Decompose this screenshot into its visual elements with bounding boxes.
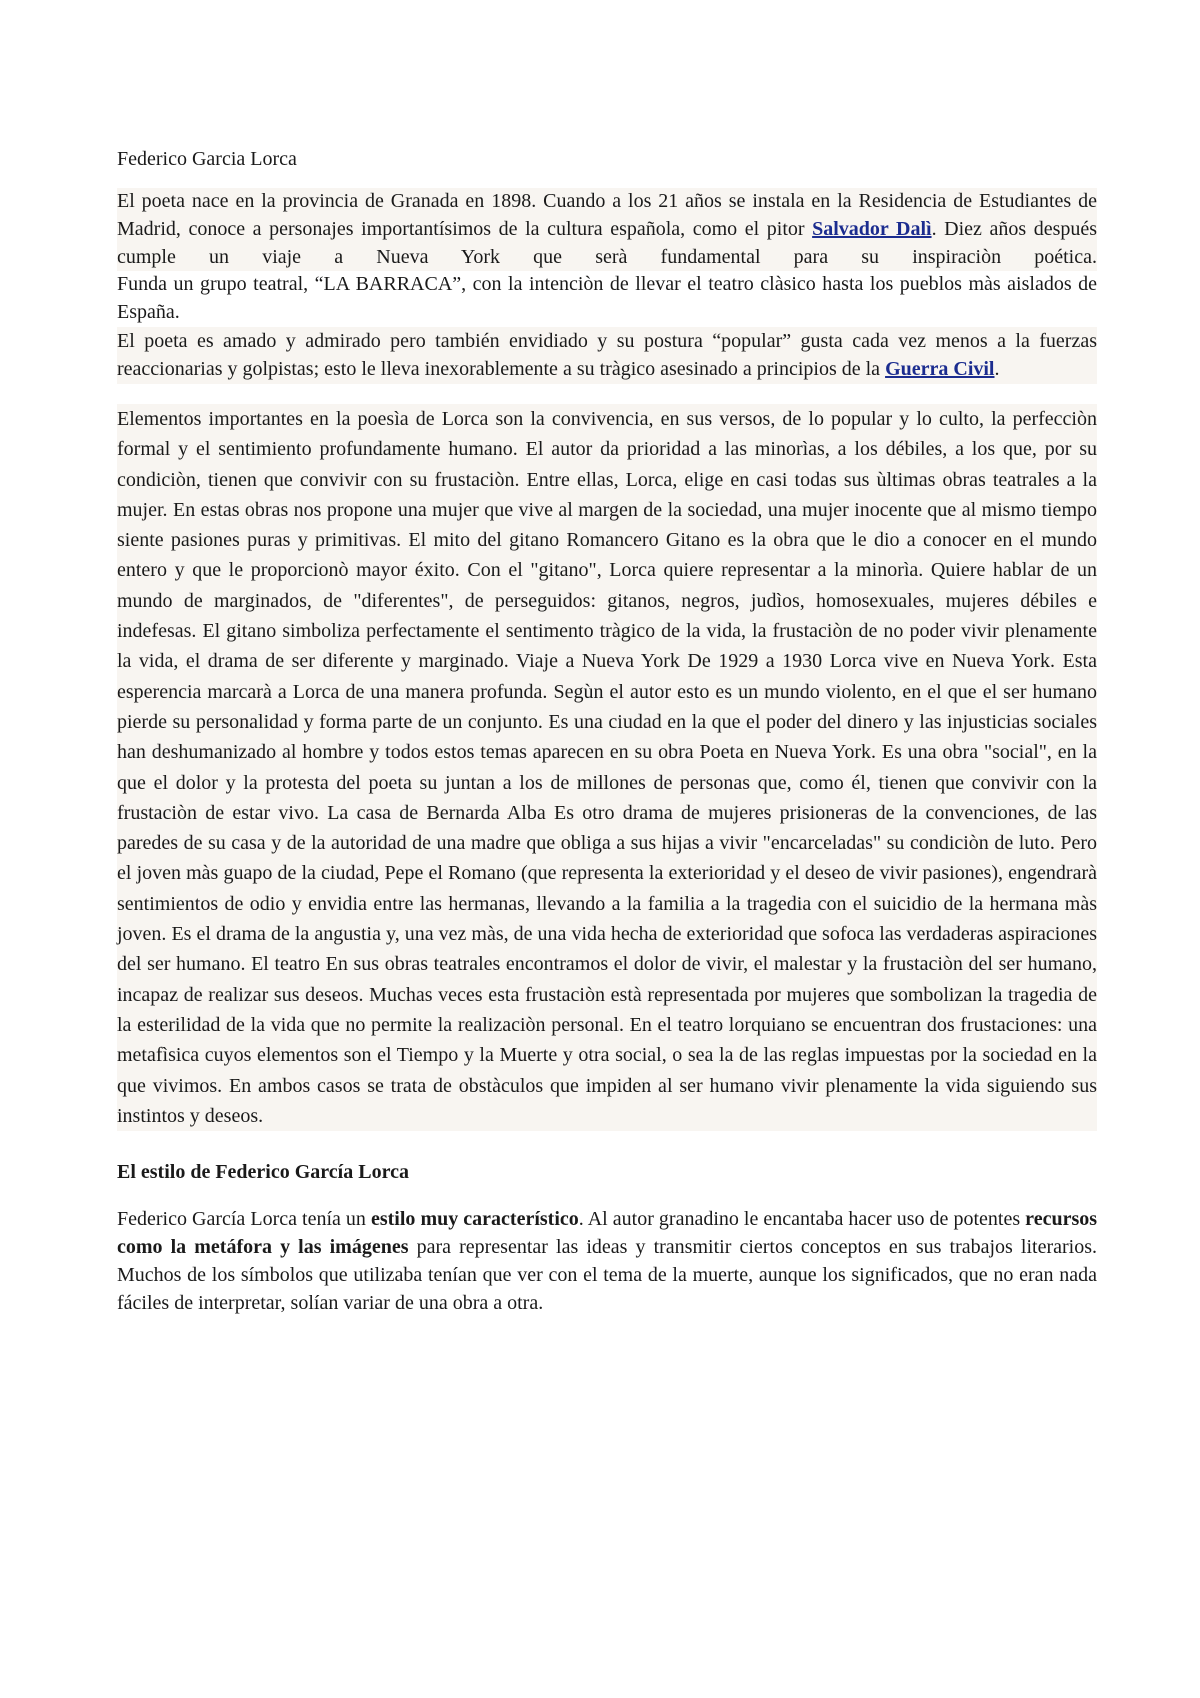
section-heading: El estilo de Federico García Lorca <box>117 1161 409 1184</box>
style-text-d: para representar las ideas y transmitir ciertos conceptos en sus trabajos literarios. Muchos de los símbolos que utilizaba tenían que ver con el tema de la muerte, aunque los significados, que no eran nada fáciles de interpretar, solían variar de una obra a otra. <box>117 1236 1098 1315</box>
intro-paragraph <box>117 188 1097 384</box>
intro-text-1: El poeta nace en la provincia de Granada en 1898. Cuando a los 21 años se instala en la Residencia de Estudiantes de Madrid, conoce a personajes importantísimos de la cultura española, como el pitor <box>117 190 1097 240</box>
intro-block-2 <box>117 271 1097 327</box>
document-title: Federico Garcia Lorca <box>117 148 297 170</box>
link-guerra-civil[interactable]: Guerra Civil <box>885 358 995 381</box>
document-page <box>117 144 1097 1317</box>
intro-block-3 <box>117 327 1097 384</box>
style-bold-2: recursos como la metáfora y las imágenes <box>117 1208 1098 1259</box>
intro-block-1 <box>117 188 1097 271</box>
style-bold-1: estilo muy característico <box>370 1208 579 1231</box>
intro-text-5: . <box>994 358 1000 381</box>
style-text-a: Federico García Lorca tenía un <box>117 1208 371 1231</box>
intro-text-3: Funda un grupo teatral, “LA BARRACA”, con la intenciòn de llevar el teatro clàsico hasta los pueblos màs aislados de España. <box>117 273 1097 324</box>
elements-paragraph: Elementos importantes en la poesìa de Lorca son la convivencia, en sus versos, de lo popular y lo culto, la perfecciòn formal y el sentimiento profundamente humano. El autor da prioridad a las minorìas, a los débiles, a los que, por su condiciòn, tienen que convivir con su frustaciòn. Entre ellas, Lorca, elige en casi todas sus ùltimas obras teatrales a la mujer. En estas obras nos propone una mujer que vive al margen de la sociedad, una mujer inocente que al mismo tiempo siente pasiones puras y primitivas. El mito del gitano Romancero Gitano es la obra que le dio a conocer en el mundo entero y que le proporcionò mayor éxito. Con el "gitano", Lorca quiere representar a la minorìa. Quiere hablar de un mundo de marginados, de "diferentes", de perseguidos: gitanos, negros, judìos, homosexuales, mujeres débiles e indefesas. El gitano simboliza perfectamente el sentimento tràgico de la vida, la frustaciòn de no poder vivir plenamente la vida, el drama de ser diferente y marginado. Viaje a Nueva York De 1929 a 1930 Lorca vive en Nueva York. Esta esperencia marcarà a Lorca de una manera profunda. Segùn el autor esto es un mundo violento, en el que el ser humano pierde su personalidad y forma parte de un conjunto. Es una ciudad en la que el poder del dinero y las injusticias sociales han deshumanizado al hombre y todos estos temas aparecen en su obra Poeta en Nueva York. Es una obra "social", en la que el dolor y la protesta del poeta su juntan a los de millones de personas que, como él, tienen que convivir con la frustaciòn de estar vivo. La casa de Bernarda Alba Es otro drama de mujeres prisioneras de la convenciones, de las paredes de su casa y de la autoridad de una madre que obliga a sus hijas a vivir "encarceladas" su condiciòn de luto. Pero el joven màs guapo de la ciudad, Pepe el Romano (que representa la exterioridad y el deseo de vivir pasiones), engendrarà sentimientos de odio y envidia entre las hermanas, llevando a la familia a la tragedia con el suicidio de la hermana màs joven. Es el drama de la angustia y, una vez màs, de una vida hecha de exterioridad que sofoca las verdaderas aspiraciones del ser humano. El teatro En sus obras teatrales encontramos el dolor de vivir, el malestar y la frustaciòn del ser humano, incapaz de realizar sus deseos. Muchas veces esta frustaciòn està representada por mujeres que sombolizan la tragedia de la esterilidad de la vida que no permite la realizaciòn personal. En el teatro lorquiano se encuentran dos frustaciones: una metafìsica cuyos elementos son el Tiempo y la Muerte y otra social, o sea la de las reglas impuestas por la sociedad en la que vivimos. En ambos casos se trata de obstàculos que impiden al ser humano vivir plenamente la vida siguiendo sus instintos y deseos. <box>117 404 1097 1131</box>
style-text-c: . Al autor granadino le encantaba hacer uso de potentes <box>578 1208 1026 1231</box>
link-salvador-dali[interactable]: Salvador Dalì <box>812 217 932 240</box>
intro-text-2b: poética. <box>1034 245 1097 268</box>
intro-text-2: . Diez años después cumple un viaje a Nueva York que serà fundamental para su inspiraciòn <box>117 217 1098 268</box>
style-paragraph <box>117 1205 1097 1317</box>
intro-text-4: El poeta es amado y admirado pero también envidiado y su postura “popular” gusta cada vez menos a la fuerzas reaccionarias y golpistas; esto le lleva inexorablemente a su tràgico asesinado a principios de la <box>117 329 1097 381</box>
